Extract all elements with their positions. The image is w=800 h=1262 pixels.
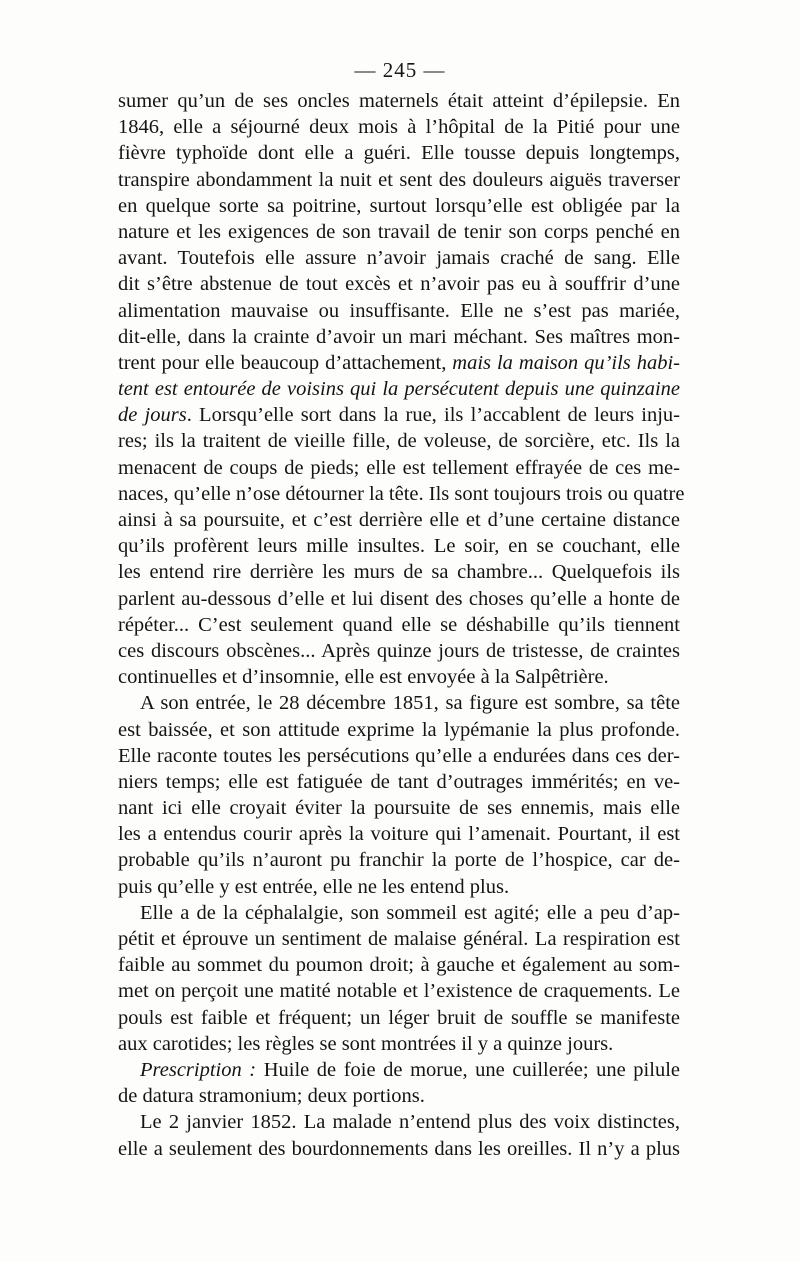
line-text: pétit et éprouve un sentiment de malaise général. La respiration est bbox=[118, 928, 680, 950]
line-text: répéter... C’est seulement quand elle se déshabille qu’ils tiennent bbox=[118, 613, 680, 636]
text-line bbox=[118, 245, 680, 271]
text-line bbox=[118, 612, 680, 638]
body-text bbox=[118, 88, 685, 1162]
line-text: puis qu’elle y est entrée, elle ne les entend plus. bbox=[118, 875, 510, 898]
line-text: A son entrée, le 28 décembre 1851, sa figure est sombre, sa tête bbox=[140, 692, 680, 715]
line-text: fièvre typhoïde dont elle a guéri. Elle tousse depuis longtemps, bbox=[118, 142, 680, 165]
text-line bbox=[118, 140, 680, 166]
text-line bbox=[118, 743, 680, 769]
line-text: dit s’être abstenue de tout excès et n’avoir pas eu à souffrir d’une bbox=[118, 273, 680, 296]
line-text: elle a seulement des bourdonnements dans les oreilles. Il n’y a plus bbox=[118, 1137, 680, 1160]
line-text: pouls est faible et fréquent; un léger bruit de souffle se manifeste bbox=[118, 1006, 680, 1029]
text-line bbox=[118, 350, 680, 376]
line-text: avant. Toutefois elle assure n’avoir jamais craché de sang. Elle bbox=[118, 247, 680, 270]
text-line bbox=[118, 926, 680, 952]
text-line bbox=[118, 114, 680, 140]
text-line bbox=[118, 219, 680, 245]
text-line bbox=[118, 507, 680, 533]
text-line bbox=[118, 769, 680, 795]
text-line bbox=[118, 402, 680, 428]
text-line bbox=[118, 586, 680, 612]
text-line bbox=[118, 193, 680, 219]
text-line bbox=[118, 638, 680, 664]
line-text: les a entendus courir après la voiture qui l’amenait. Pourtant, il est bbox=[118, 823, 680, 846]
text-line bbox=[118, 533, 680, 559]
line-text: est baissée, et son attitude exprime la lypémanie la plus profonde. bbox=[118, 718, 680, 741]
line-text: parlent au-dessous d’elle et lui disent des choses qu’elle a honte de bbox=[118, 587, 680, 610]
line-text: en quelque sorte sa poitrine, surtout lorsqu’elle est obligée par la bbox=[118, 194, 680, 217]
line-text: ces discours obscènes... Après quinze jours de tristesse, de craintes bbox=[118, 639, 680, 662]
text-line bbox=[118, 1031, 680, 1057]
text-line bbox=[118, 481, 685, 507]
text-line bbox=[118, 1005, 680, 1031]
line-text: nant ici elle croyait éviter la poursuite de ses ennemis, mais elle bbox=[118, 797, 680, 820]
line-text: 1846, elle a séjourné deux mois à l’hôpital de la Pitié pour une bbox=[118, 116, 680, 139]
text-line bbox=[118, 428, 680, 454]
text-line bbox=[118, 664, 680, 690]
line-text: sumer qu’un de ses oncles maternels était atteint d’épilepsie. En bbox=[118, 90, 680, 112]
text-line bbox=[118, 376, 680, 402]
italic-text: Prescription : bbox=[140, 1058, 257, 1081]
line-text: naces, qu’elle n’ose détourner la tête. Ils sont toujours trois ou quatre bbox=[118, 482, 685, 505]
line-text: transpire abondamment la nuit et sent des douleurs aiguës traverser bbox=[118, 168, 680, 191]
text-line bbox=[118, 298, 680, 324]
line-text: trent pour elle beaucoup d’attachement, bbox=[118, 351, 453, 374]
text-line bbox=[118, 88, 680, 114]
line-text: probable qu’ils n’auront pu franchir la porte de l’hospice, car de- bbox=[118, 849, 680, 872]
line-text: alimentation mauvaise ou insuffisante. Elle ne s’est pas mariée, bbox=[118, 299, 680, 322]
italic-text: tent est entourée de voisins qui la persécutent depuis une quinzaine bbox=[118, 378, 680, 401]
text-line bbox=[118, 874, 680, 900]
page-number: — 245 — bbox=[354, 58, 446, 82]
line-text: met on perçoit une matité notable et l’existence de craquements. Le bbox=[118, 980, 680, 1003]
line-text: menacent de coups de pieds; elle est tellement effrayée de ces me- bbox=[118, 456, 680, 479]
line-text: Le 2 janvier 1852. La malade n’entend plus des voix distinctes, bbox=[140, 1111, 680, 1134]
line-text: qu’ils profèrent leurs mille insultes. Le soir, en se couchant, elle bbox=[118, 535, 680, 558]
line-text: nature et les exigences de son travail de tenir son corps penché en bbox=[118, 220, 680, 243]
text-line bbox=[118, 717, 680, 743]
line-text: niers temps; elle est fatiguée de tant d’outrages immérités; en ve- bbox=[118, 770, 680, 793]
italic-text: mais la maison qu’ils habi- bbox=[452, 351, 680, 374]
text-line bbox=[118, 795, 680, 821]
italic-text: de jours bbox=[118, 404, 187, 427]
line-text: Elle raconte toutes les persécutions qu’elle a endurées dans ces der- bbox=[118, 744, 680, 767]
line-text: de datura stramonium; deux portions. bbox=[118, 1085, 425, 1108]
line-text: ainsi à sa poursuite, et c’est derrière elle et d’une certaine distance bbox=[118, 509, 680, 531]
text-line bbox=[118, 847, 680, 873]
text-line bbox=[118, 1109, 680, 1135]
line-text: faible au sommet du poumon droit; à gauche et également au som- bbox=[118, 954, 680, 977]
text-line bbox=[118, 821, 680, 847]
text-line bbox=[118, 455, 680, 481]
text-line bbox=[118, 559, 680, 585]
line-text: continuelles et d’insomnie, elle est envoyée à la Salpêtrière. bbox=[118, 666, 609, 689]
text-line bbox=[118, 324, 680, 350]
text-line bbox=[118, 271, 680, 297]
text-line bbox=[118, 900, 680, 926]
text-line bbox=[118, 1136, 680, 1162]
line-text: . Lorsqu’elle sort dans la rue, ils l’accablent de leurs inju- bbox=[186, 404, 681, 427]
text-line bbox=[118, 1083, 680, 1109]
line-text: Elle a de la céphalalgie, son sommeil est agité; elle a peu d’ap- bbox=[140, 901, 680, 924]
line-text: res; ils la traitent de vieille fille, de voleuse, de sorcière, etc. Ils la bbox=[118, 430, 680, 453]
line-text: les entend rire derrière les murs de sa chambre... Quelquefois ils bbox=[118, 561, 680, 584]
line-text: Huile de foie de morue, une cuillerée; une pilule bbox=[256, 1058, 680, 1081]
text-line bbox=[118, 978, 680, 1004]
text-line bbox=[118, 1057, 680, 1083]
text-line bbox=[118, 167, 680, 193]
text-line bbox=[118, 690, 680, 716]
line-text: dit-elle, dans la crainte d’avoir un mari méchant. Ses maîtres mon- bbox=[118, 325, 680, 348]
text-line bbox=[118, 952, 680, 978]
line-text: aux carotides; les règles se sont montrées il y a quinze jours. bbox=[118, 1032, 614, 1055]
